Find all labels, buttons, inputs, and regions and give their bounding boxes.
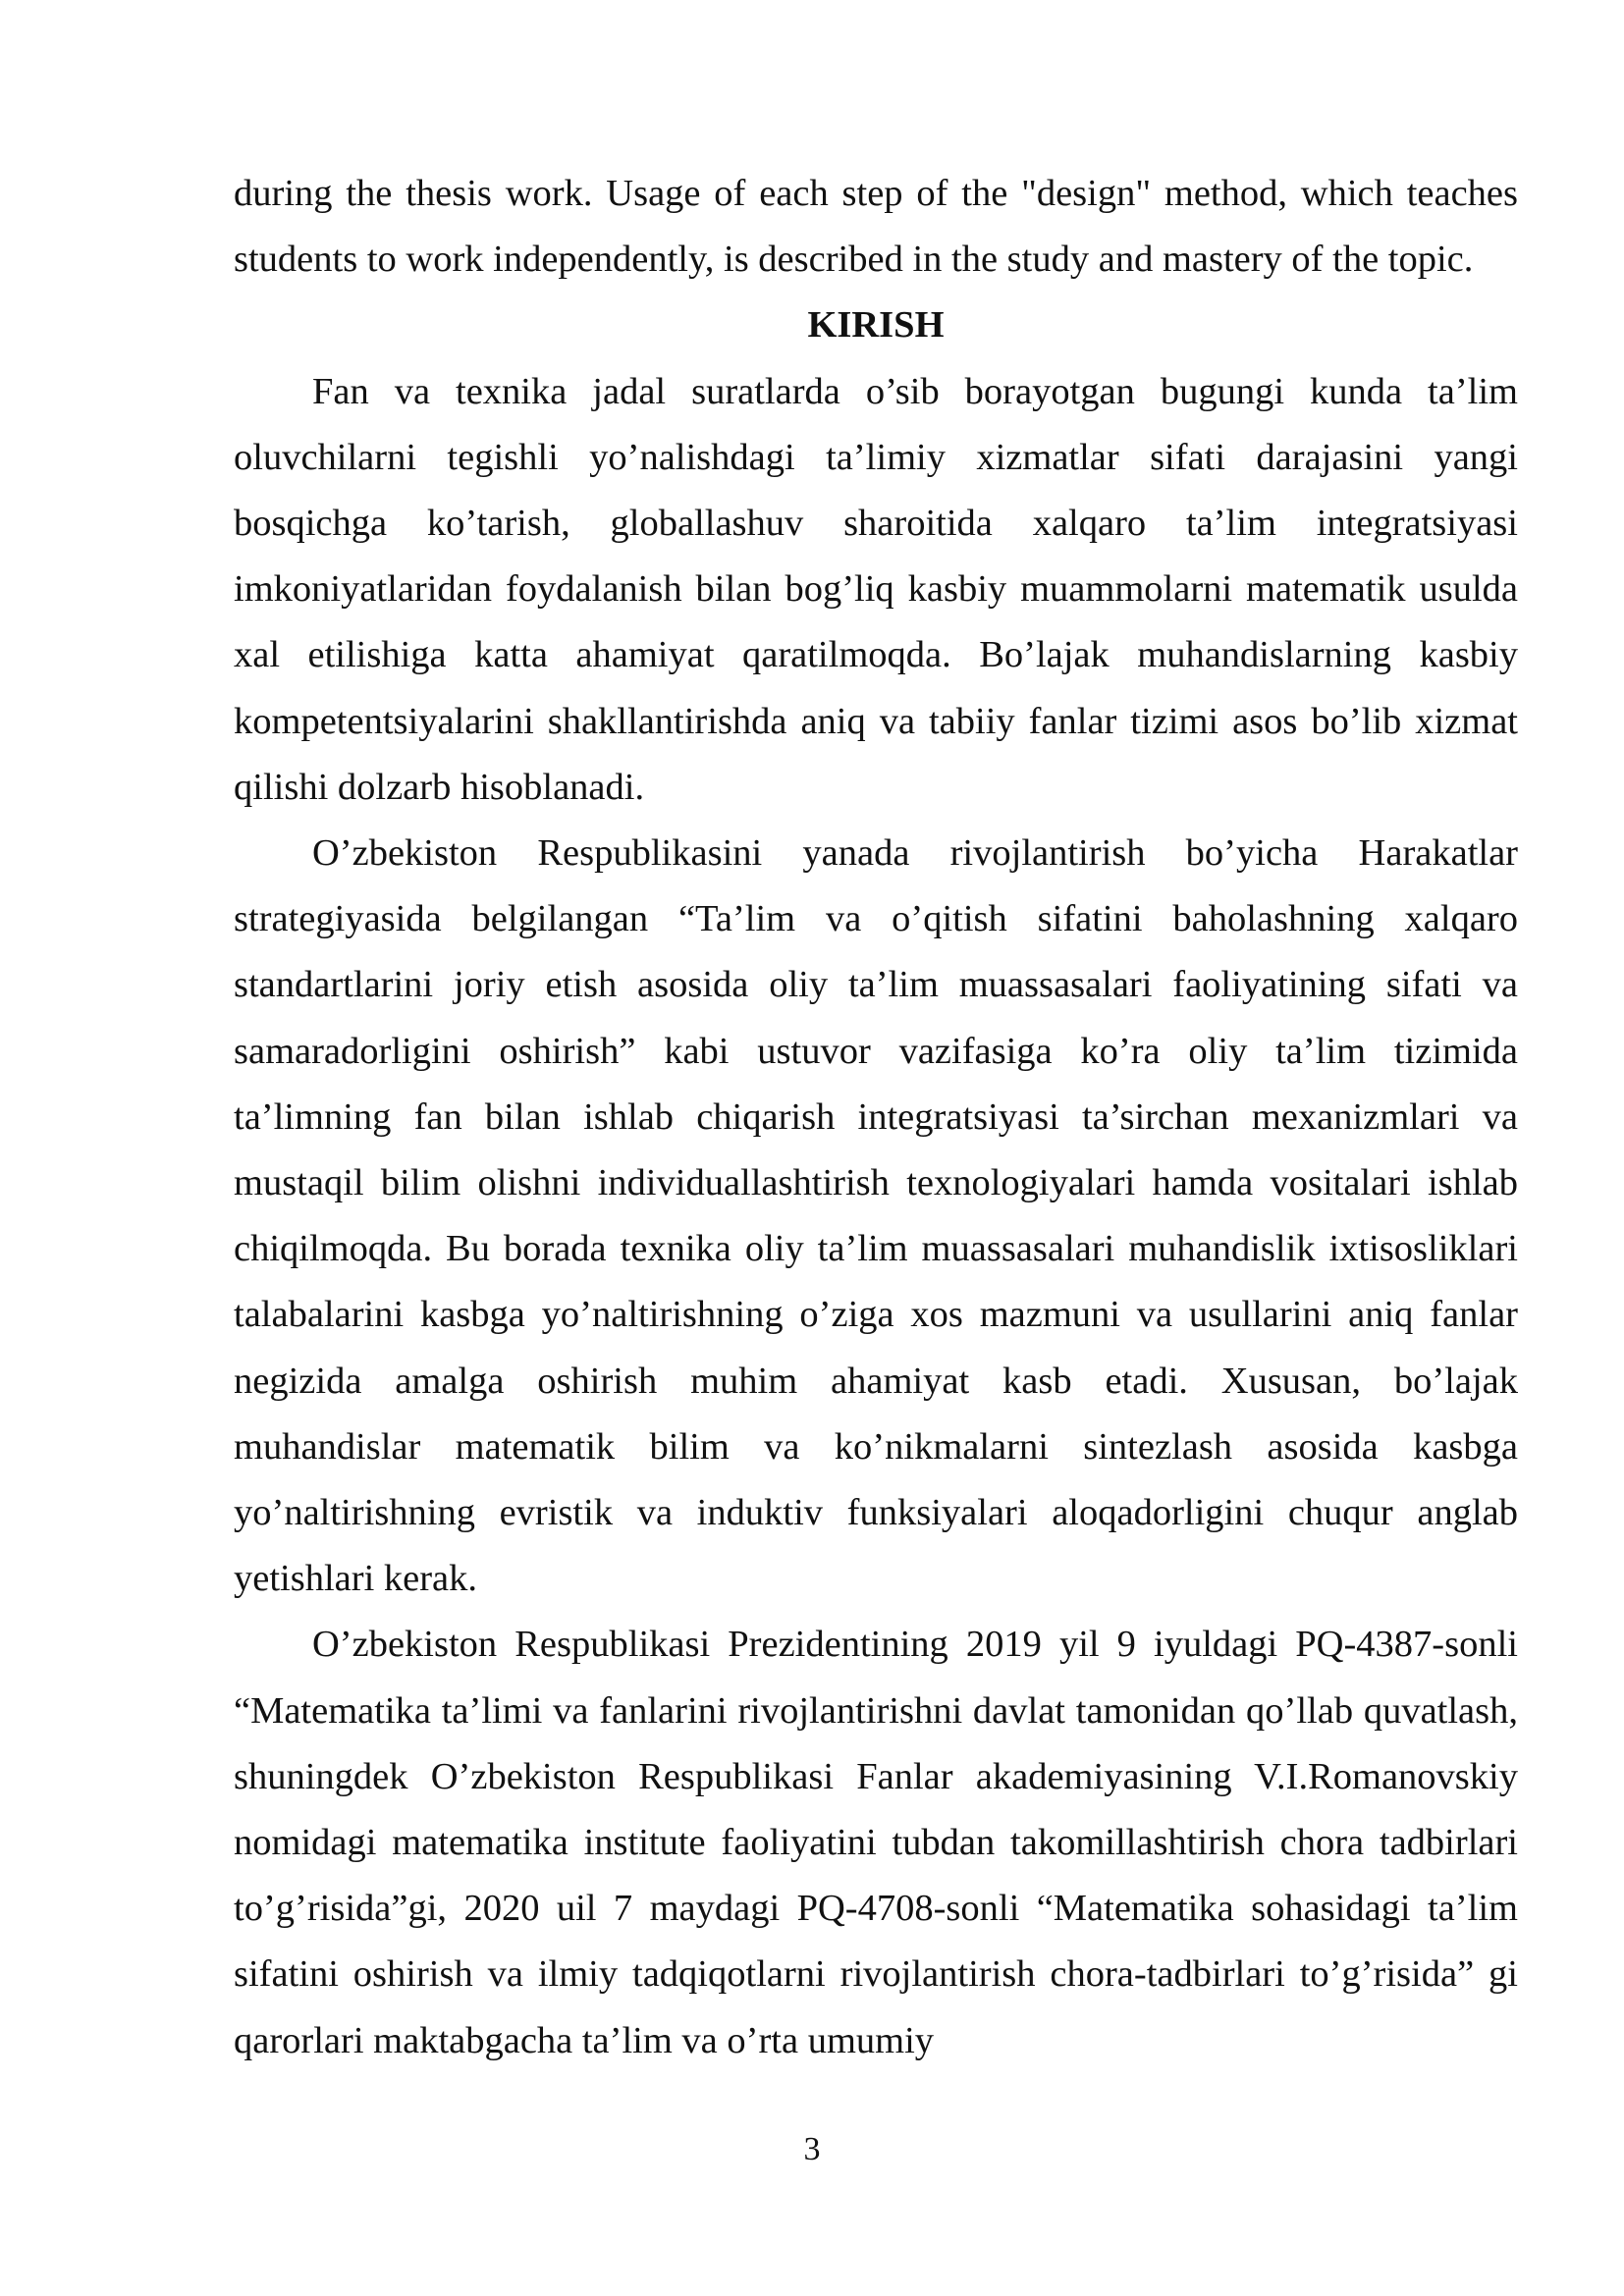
- section-heading: KIRISH: [807, 304, 945, 347]
- body-paragraph-2: O’zbekiston Respublikasini yanada rivojlantirish bo’yicha Harakatlar strategiyasida belgilangan “Ta’lim va o’qitish sifatini baholashning xalqaro standartlarini joriy etish asosida oliy ta’lim muassasalari faoliyatining sifati va samaradorligini oshirish” kabi ustuvor vazifasiga ko’ra oliy ta’lim tizimida ta’limning fan bilan ishlab chiqarish integratsiyasi ta’sirchan mexanizmlari va mustaqil bilim olishni individuallashtirish texnologiyalari hamda vositalari ishlab chiqilmoqda. Bu borada texnika oliy ta’lim muassasalari muhandislik ixtisosliklari talabalarini kasbga yo’naltirishning o’ziga xos mazmuni va usullarini aniq fanlar negizida amalga oshirish muhim ahamiyat kasb etadi. Xususan, bo’lajak muhandislar matematik bilim va ko’nikmalarni sintezlash asosida kasbga yo’naltirishning evristik va induktiv funksiyalari aloqadorligini chuqur anglab yetishlari kerak.: [234, 832, 1518, 1600]
- body-paragraph-3: O’zbekiston Respublikasi Prezidentining 2019 yil 9 iyuldagi PQ-4387-sonli “Matematika ta’limi va fanlarini rivojlantirishni davlat tamonidan qo’llab quvatlash, shuningdek O’zbekiston Respublikasi Fanlar akademiyasining V.I.Romanovskiy nomidagi matematika institute faoliyatini tubdan takomillashtirish chora tadbirlari to’g’risida”gi, 2020 uil 7 maydagi PQ-4708-sonli “Matematika sohasidagi ta’lim sifatini oshirish va ilmiy tadqiqotlarni rivojlantirish chora-tadbirlari to’g’risida” gi qarorlari maktabgacha ta’lim va o’rta umumiy: [234, 1624, 1518, 2061]
- page-body: [234, 161, 1518, 2074]
- page-number: 3: [803, 2131, 821, 2167]
- abstract-tail-paragraph: during the thesis work. Usage of each step of the "design" method, which teaches students to work independently, is described in the study and mastery of the topic.: [234, 173, 1518, 281]
- body-paragraph-1: Fan va texnika jadal suratlarda o’sib borayotgan bugungi kunda ta’lim oluvchilarni tegishli yo’nalishdagi ta’limiy xizmatlar sifati darajasini yangi bosqichga ko’tarish, globallashuv sharoitida xalqaro ta’lim integratsiyasi imkoniyatlaridan foydalanish bilan bog’liq kasbiy muammolarni matematik usulda xal etilishiga katta ahamiyat qaratilmoqda. Bo’lajak muhandislarning kasbiy kompetentsiyalarini shakllantirishda aniq va tabiiy fanlar tizimi asos bo’lib xizmat qilishi dolzarb hisoblanadi.: [234, 370, 1518, 808]
